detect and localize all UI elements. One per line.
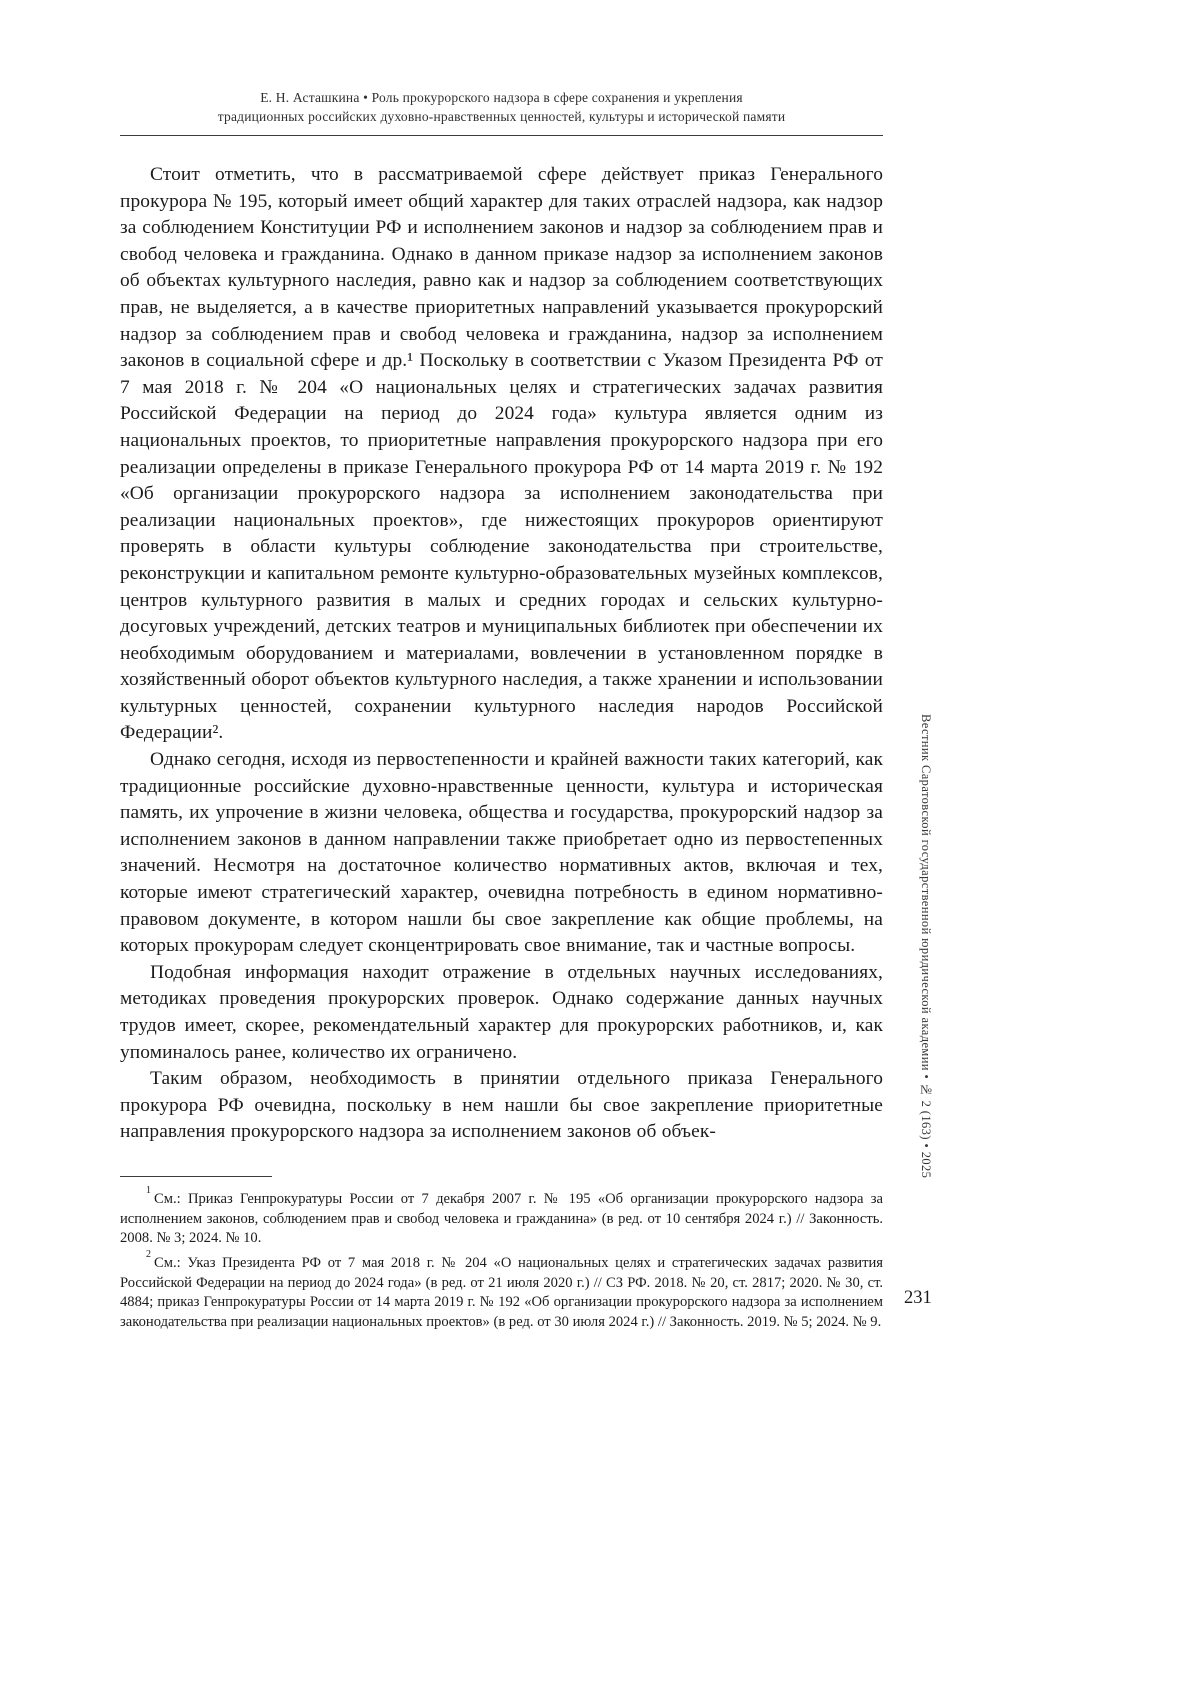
footnote-2-marker: 2 [146,1248,151,1260]
paragraph-4: Таким образом, необходимость в принятии отдельного приказа Генерального прокурора РФ очевидна, поскольку в нем нашли бы свое закрепление приоритетные направления прокурорского надзора за исполнением законов об объек- [120,1068,883,1143]
footnote-2 [120,1249,883,1333]
footnote-separator [120,1176,272,1177]
paragraph-3: Подобная информация находит отражение в отдельных научных исследованиях, методиках проведения прокурорских проверок. Однако содержание данных научных трудов имеет, скорее, рекомендательный характер для прокурорских работников, и, как упоминалось ранее, количество их ограничено. [120,961,883,1063]
running-header-line1: Е. Н. Асташкина • Роль прокурорского надзора в сфере сохранения и укрепления [260,90,743,105]
page-number: 231 [904,1288,932,1308]
footnote-2-text: См.: Указ Президента РФ от 7 мая 2018 г. № 204 «О национальных целях и стратегических задачах развития Российской Федерации на период до 2024 года» (в ред. от 21 июля 2020 г.) // СЗ РФ. 2018. № 20, ст. 2817; 2020. № 30, ст. 4884; приказ Генпрокуратуры России от 14 марта 2019 г. № 192 «Об организации прокурорского надзора за исполнением законодательства при реализации национальных проектов» (в ред. от 30 июля 2024 г.) // Законность. 2019. № 5; 2024. № 9. [120,1254,883,1330]
footnote-1 [120,1185,883,1249]
footnote-1-text: См.: Приказ Генпрокуратуры России от 7 декабря 2007 г. № 195 «Об организации прокурорского надзора за исполнением законов, соблюдением прав и свобод человека и гражданина» (в ред. от 10 сентября 2024 г.) // Законность. 2008. № 3; 2024. № 10. [120,1190,883,1247]
paragraph-2: Однако сегодня, исходя из первостепенности и крайней важности таких категорий, как традиционные российские духовно-нравственные ценности, культура и историческая память, их упрочение в жизни человека, общества и государства, прокурорский надзор за исполнением законов в данном направлении также приобретает одно из первостепенных значений. Несмотря на достаточное количество нормативных актов, включая и тех, которые имеют стратегический характер, очевидна потребность в едином нормативно-правовом документе, в котором нашли бы свое закрепление как общие проблемы, на которых прокурорам следует сконцентрировать свое внимание, так и частные вопросы. [120,749,883,957]
running-header [120,88,883,126]
footnotes-section [120,1185,883,1333]
article-body [120,162,883,1146]
footnote-1-marker: 1 [146,1184,151,1196]
paragraph-1: Стоит отметить, что в рассматриваемой сфере действует приказ Генерального прокурора № 195, который имеет общий характер для таких отраслей надзора, как надзор за соблюдением Конституции РФ и исполнением законов и надзор за соблюдением прав и свобод человека и гражданина. Однако в данном приказе надзор за исполнением законов об объектах культурного наследия, равно как и надзор за соблюдением соответствующих прав, не выделяется, а в качестве приоритетных направлений указывается прокурорский надзор за соблюдением прав и свобод человека и гражданина, надзор за исполнением законов в социальной сфере и др.¹ Поскольку в соответствии с Указом Президента РФ от 7 мая 2018 г. № 204 «О национальных целях и стратегических задачах развития Российской Федерации на период до 2024 года» культура является одним из национальных проектов, то приоритетные направления прокурорского надзора при его реализации определены в приказе Генерального прокурора РФ от 14 марта 2019 г. № 192 «Об организации прокурорского надзора за исполнением законодательства при реализации национальных проектов», где нижестоящих прокуроров ориентируют проверять в области культуры соблюдение законодательства при строительстве, реконструкции и капитальном ремонте культурно-образовательных музейных комплексов, центров культурного развития в малых и средних городах и сельских культурно-досуговых учреждений, детских театров и муниципальных библиотек при обеспечении их необходимым оборудованием и материалами, вовлечении в установленном порядке в хозяйственный оборот объектов культурного наследия, а также хранении и использовании культурных ценностей, сохранении культурного наследия народов Российской Федерации². [120,164,883,744]
journal-title-vertical: Вестник Саратовской государственной юридической академии • № 2 (163) • 2025 [919,714,933,1179]
header-rule [120,135,883,136]
running-header-line2: традиционных российских духовно-нравственных ценностей, культуры и исторической памяти [217,109,786,124]
page-content [120,88,883,1333]
